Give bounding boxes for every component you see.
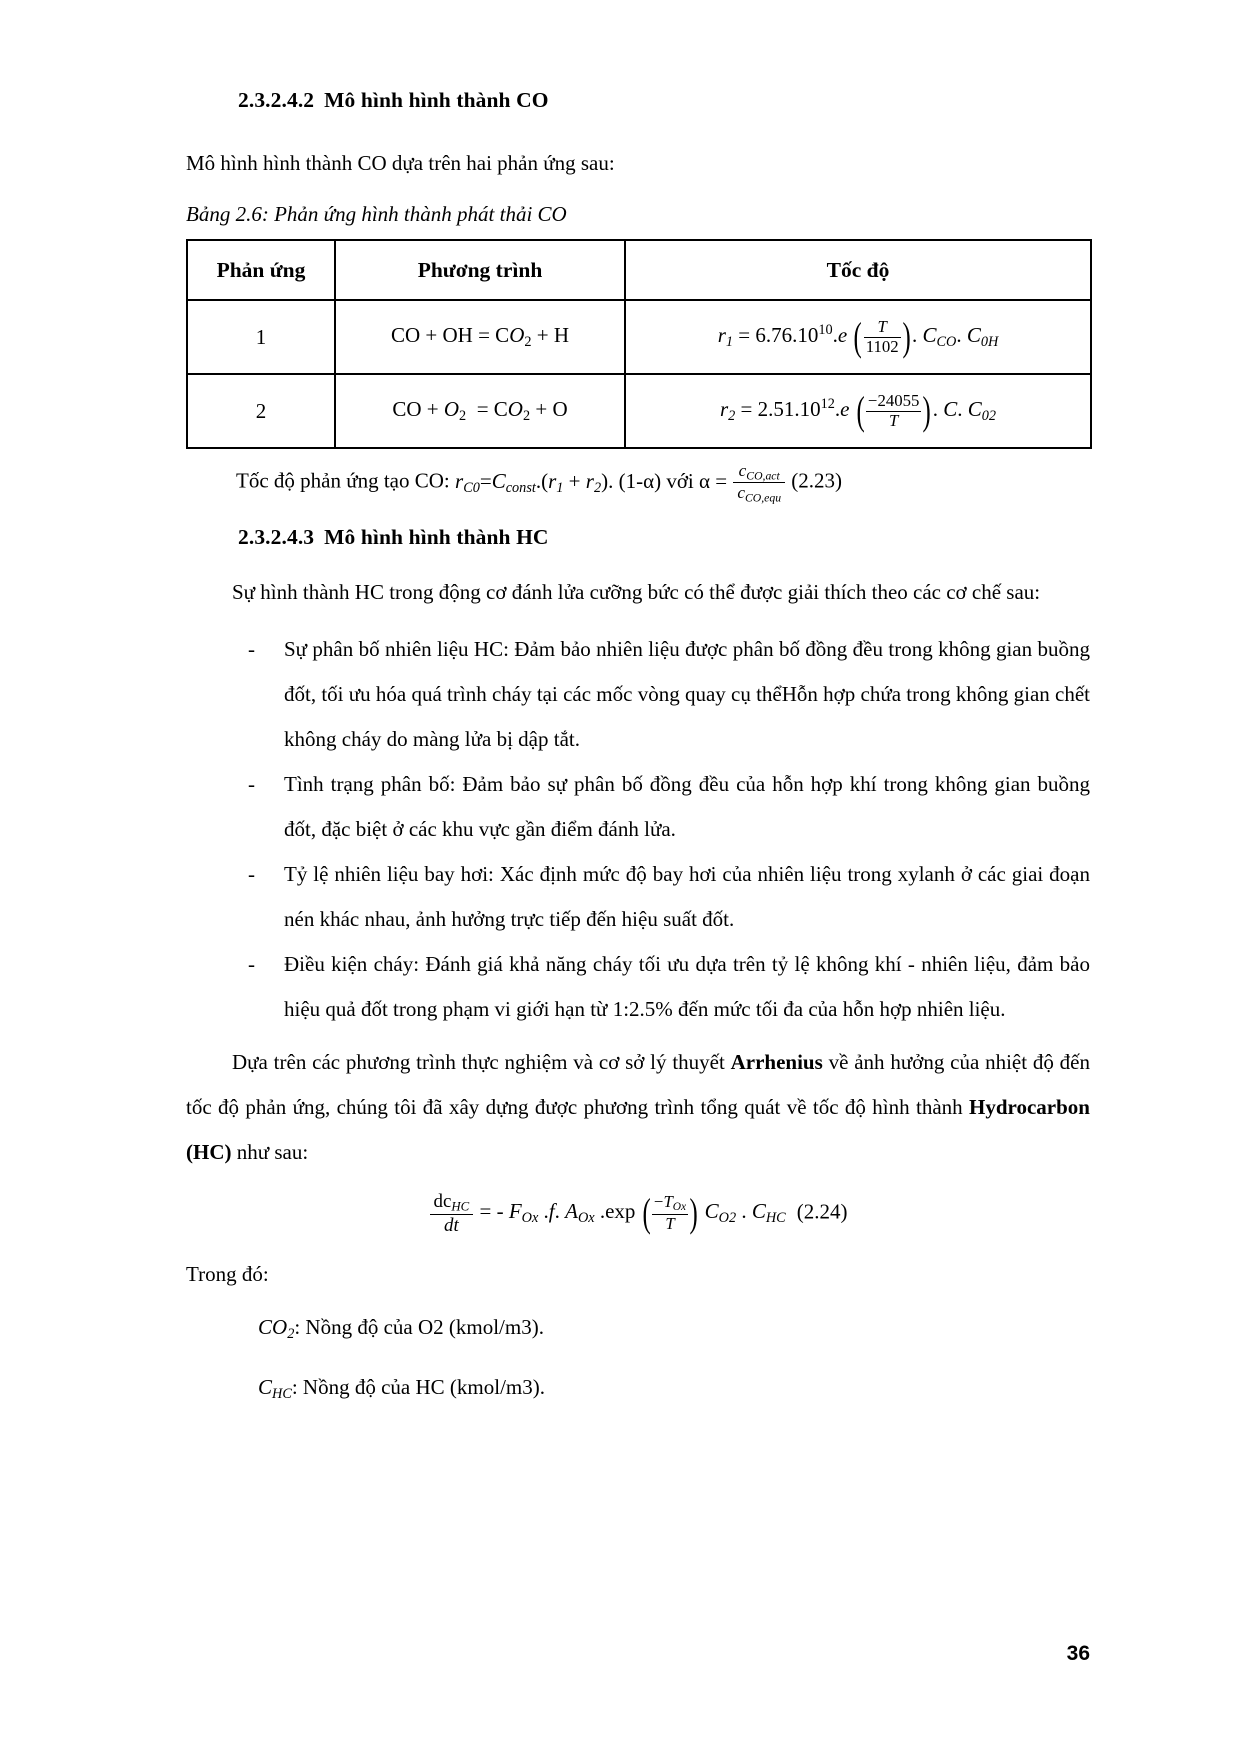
heading-title: Mô hình hình thành CO (324, 88, 549, 112)
col-header-equation: Phương trình (335, 240, 625, 300)
table-caption-2-6: Bảng 2.6: Phản ứng hình thành phát thải CO (186, 202, 567, 226)
col-header-rate: Tốc độ (625, 240, 1091, 300)
spacer (186, 1236, 1090, 1252)
list-item-text: Điều kiện cháy: Đánh giá khả năng cháy tối ưu dựa trên tỷ lệ không khí - nhiên liệu, đảm bảo hiệu quả đốt trong phạm vi giới hạn từ 1:2.5% đến mức tối đa của hỗn hợp nhiên liệu. (284, 951, 1090, 1021)
equation-tag-2-23: (2.23) (791, 468, 843, 493)
heading-number: 2.3.2.4.3 (238, 524, 315, 549)
page-content (186, 88, 1090, 1417)
list-item-text: Tỷ lệ nhiên liệu bay hơi: Xác định mức độ bay hơi của nhiên liệu trong xylanh ở các giai đoạn nén khác nhau, ảnh hưởng trực tiếp đến hiệu suất đốt. (284, 861, 1090, 931)
definition-chc (258, 1365, 1090, 1417)
table-header-row (187, 240, 1091, 300)
hc-intro-paragraph: Sự hình thành HC trong động cơ đánh lửa cưỡng bức có thể được giải thích theo các cơ chế sau: (232, 579, 1041, 604)
heading-2-3-2-4-3 (238, 525, 1090, 550)
spacer (186, 449, 1090, 461)
spacer (186, 186, 1090, 202)
list-item (238, 762, 1090, 852)
spacer (186, 113, 1090, 141)
table-row (187, 300, 1091, 374)
list-item (238, 627, 1090, 762)
arrhenius-part2: về ảnh hưởng của nhiệt độ đến tốc độ phản ứng, chúng tôi đã xây dựng được phương trình tổng quát về tốc độ hình thành (186, 1049, 1090, 1119)
symbol-subscript: 2 (287, 1325, 295, 1342)
heading-number: 2.3.2.4.2 (238, 88, 315, 112)
cell-equation: CO + $O_2 = CO_2 + O$ (335, 374, 625, 448)
list-item (238, 852, 1090, 942)
definition-text: : Nồng độ của HC (kmol/m3). (291, 1374, 545, 1399)
cell-reaction-index: 1 (187, 300, 335, 374)
cell-rate: $r_2 = 2.51.10^{12}.e$ ( $\frac{-24055}{T}$ ). C. $C_{02}$ (625, 374, 1091, 448)
co-intro-paragraph: Mô hình hình thành CO dựa trên hai phản ứng sau: (186, 151, 615, 175)
dash-bullet-icon: - (248, 951, 255, 976)
page-number: 36 (1066, 1642, 1090, 1665)
reaction-table (186, 239, 1092, 449)
rate-equation-2-23: Tốc độ phản ứng tạo CO: $r_{C0}=C_{const}.(r_1 + r_2)$. (1-α) với α = $\frac{c_{CO,act}}{c_{CO,equ}}$ (2.23) (236, 461, 843, 505)
heading-2-3-2-4-2 (238, 88, 1090, 113)
spacer (186, 1297, 1090, 1305)
symbol-base: CO (258, 1314, 288, 1339)
spacer (186, 505, 1090, 525)
spacer (186, 550, 1090, 570)
cell-rate: $r_1 = 6.76.10^{10}.e$ ( $\frac{T}{1102}$ ). $C_{CO}$. $C_{0H}$ (625, 300, 1091, 374)
dash-bullet-icon: - (248, 771, 255, 796)
arrhenius-paragraph (186, 1040, 1090, 1175)
equation-tag-2-24: (2.24) (796, 1199, 848, 1224)
list-item (238, 942, 1090, 1032)
spacer (186, 1357, 1090, 1365)
equation-2-24: $\frac{dc_{HC}}{dt}$ = - $F_{Ox}$ .f. $A_{Ox}$ .exp ( $\frac{-T_{Ox}}{T}$ ) $C_{O2}$ . $C_{HC}$ (2.24) (186, 1191, 1090, 1236)
list-item-text: Tình trạng phân bố: Đảm bảo sự phân bố đồng đều của hỗn hợp khí trong không gian buồng đốt, đặc biệt ở các khu vực gần điểm đánh lửa. (284, 771, 1090, 841)
definition-text: : Nồng độ của O2 (kmol/m3). (294, 1314, 544, 1339)
symbol-subscript: HC (272, 1385, 292, 1402)
dash-bullet-icon: - (248, 861, 255, 886)
spacer (186, 615, 1090, 627)
hc-mechanism-list (186, 627, 1090, 1032)
arrhenius-part3: như sau: (231, 1139, 309, 1164)
arrhenius-bold-term: Arrhenius (730, 1049, 823, 1074)
rate-line-label: Tốc độ phản ứng tạo CO: (236, 468, 450, 493)
cell-equation: CO + OH = $CO_2 + H$ (335, 300, 625, 374)
dash-bullet-icon: - (248, 636, 255, 661)
heading-title: Mô hình hình thành HC (324, 524, 549, 549)
table-row (187, 374, 1091, 448)
spacer (186, 1032, 1090, 1040)
definition-co2 (258, 1305, 1090, 1357)
cell-reaction-index: 2 (187, 374, 335, 448)
where-label: Trong đó: (186, 1261, 269, 1286)
arrhenius-part1: Dựa trên các phương trình thực nghiệm và cơ sở lý thuyết (232, 1049, 731, 1074)
spacer (186, 1175, 1090, 1191)
list-item-text: Sự phân bố nhiên liệu HC: Đảm bảo nhiên liệu được phân bố đồng đều trong không gian buồng đốt, tối ưu hóa quá trình cháy tại các mốc vòng quay cụ thểHỗn hợp chứa trong không gian chết không cháy do màng lửa bị dập tắt. (284, 636, 1090, 751)
hydrocarbon-bold-term: Hydrocarbon (HC) (186, 1094, 1090, 1164)
col-header-reaction: Phản ứng (187, 240, 335, 300)
symbol-base: C (258, 1374, 273, 1399)
spacer (186, 227, 1090, 239)
